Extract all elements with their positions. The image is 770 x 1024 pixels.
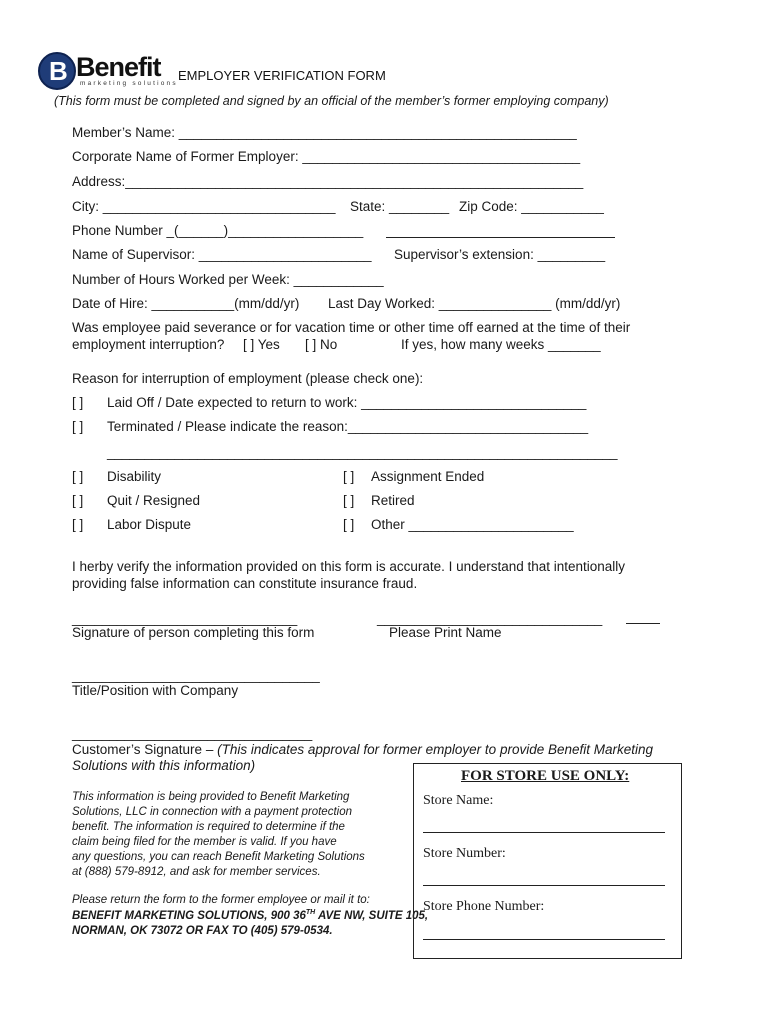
verify-statement: I herby verify the information provided on this form is accurate. I understand that intentionally <box>72 559 626 574</box>
store-name-label: Store Name: <box>423 793 494 808</box>
date-of-hire-field[interactable]: Date of Hire: ___________(mm/dd/yr) <box>72 296 300 311</box>
other-field[interactable]: Other ______________________ <box>371 517 574 532</box>
zip-field[interactable]: Zip Code: ___________ <box>459 199 604 214</box>
customer-signature-note-cont: Solutions with this information) <box>72 758 256 773</box>
city-field[interactable]: City: _______________________________ <box>72 199 336 214</box>
customer-signature-line[interactable]: ________________________________ <box>72 726 313 741</box>
mailing-address-text: BENEFIT MARKETING SOLUTIONS, 900 36 <box>72 909 306 922</box>
severance-no-checkbox[interactable]: [ ] No <box>305 337 338 352</box>
supervisor-extension-field[interactable]: Supervisor’s extension: _________ <box>394 247 606 262</box>
store-name-input[interactable] <box>423 832 665 833</box>
info-line-3: benefit. The information is required to determine if the <box>72 821 345 833</box>
severance-question: Was employee paid severance or for vacation time or other time off earned at the time of their <box>72 320 631 335</box>
form-subtitle: (This form must be completed and signed by an official of the member’s former employing company) <box>54 94 609 108</box>
disability-label: Disability <box>107 469 162 484</box>
assignment-ended-label: Assignment Ended <box>371 469 485 484</box>
store-phone-label: Store Phone Number: <box>423 899 545 914</box>
customer-signature-label <box>72 742 653 757</box>
reason-heading: Reason for interruption of employment (please check one): <box>72 371 424 386</box>
severance-yes-checkbox[interactable]: [ ] Yes <box>243 337 280 352</box>
info-line-5: any questions, you can reach Benefit Marketing Solutions <box>72 851 365 863</box>
phone-field[interactable]: Phone Number _(______)__________________ <box>72 223 364 238</box>
verify-statement-cont: providing false information can constitute insurance fraud. <box>72 576 418 591</box>
print-name-line[interactable]: ______________________________ <box>377 611 603 626</box>
info-line-6: at (888) 579-8912, and ask for member services. <box>72 866 321 878</box>
info-line-1: This information is being provided to Benefit Marketing <box>72 791 350 803</box>
phone-underline <box>386 237 615 238</box>
labor-dispute-label: Labor Dispute <box>107 517 192 532</box>
retired-checkbox[interactable]: [ ] <box>343 493 355 508</box>
last-day-worked-field[interactable]: Last Day Worked: _______________ (mm/dd/yr) <box>328 296 621 311</box>
quit-checkbox[interactable]: [ ] <box>72 493 84 508</box>
other-checkbox[interactable]: [ ] <box>343 517 355 532</box>
store-number-label: Store Number: <box>423 846 506 861</box>
signature-label: Signature of person completing this form <box>72 625 315 640</box>
logo-initial: B <box>49 56 68 86</box>
store-number-input[interactable] <box>423 885 665 886</box>
quit-label: Quit / Resigned <box>107 493 201 508</box>
supervisor-name-field[interactable]: Name of Supervisor: _______________________ <box>72 247 372 262</box>
terminated-label[interactable]: Terminated / Please indicate the reason:________________________________ <box>107 419 589 434</box>
terminated-checkbox[interactable]: [ ] <box>72 419 84 434</box>
print-name-underline <box>626 623 660 624</box>
info-line-4: claim being filed for the member is valid. If you have <box>72 836 337 848</box>
assignment-ended-checkbox[interactable]: [ ] <box>343 469 355 484</box>
hours-field[interactable]: Number of Hours Worked per Week: ____________ <box>72 272 384 287</box>
logo-tagline: marketing solutions <box>80 80 178 87</box>
severance-question-cont: employment interruption? <box>72 337 225 352</box>
mailing-address <box>72 909 428 922</box>
state-field[interactable]: State: ________ <box>350 199 450 214</box>
severance-weeks-field[interactable]: If yes, how many weeks _______ <box>401 337 601 352</box>
terminated-reason-line[interactable]: ____________________________________________________________________ <box>107 445 618 460</box>
info-line-2: Solutions, LLC in connection with a payment protection <box>72 806 352 818</box>
title-line[interactable]: _________________________________ <box>72 668 320 683</box>
disability-checkbox[interactable]: [ ] <box>72 469 84 484</box>
labor-dispute-checkbox[interactable]: [ ] <box>72 517 84 532</box>
logo-name: Benefit <box>76 52 161 82</box>
customer-signature-note: (This indicates approval for former employer to provide Benefit Marketing <box>217 742 654 757</box>
store-use-heading: FOR STORE USE ONLY: <box>461 768 630 784</box>
title-label: Title/Position with Company <box>72 683 239 698</box>
mailing-address-city: NORMAN, OK 73072 OR FAX TO (405) 579-0534. <box>72 925 333 937</box>
mailing-address-sup: TH <box>305 909 316 916</box>
address-field[interactable]: Address:_____________________________________________________________ <box>72 174 584 189</box>
store-phone-input[interactable] <box>423 939 665 940</box>
laid-off-label[interactable]: Laid Off / Date expected to return to work: ______________________________ <box>107 395 587 410</box>
corporate-name-field[interactable]: Corporate Name of Former Employer: _____________________________________ <box>72 149 581 164</box>
retired-label: Retired <box>371 493 415 508</box>
print-name-label: Please Print Name <box>389 625 502 640</box>
member-name-field[interactable]: Member’s Name: _____________________________________________________ <box>72 125 577 140</box>
company-logo-mark <box>38 52 76 90</box>
signature-line[interactable]: ______________________________ <box>72 611 298 626</box>
customer-signature-text: Customer’s Signature – <box>72 742 218 757</box>
laid-off-checkbox[interactable]: [ ] <box>72 395 84 410</box>
form-title: EMPLOYER VERIFICATION FORM <box>178 68 386 83</box>
return-instructions: Please return the form to the former employee or mail it to: <box>72 894 370 906</box>
mailing-address-end: AVE NW, SUITE 105, <box>315 909 429 922</box>
